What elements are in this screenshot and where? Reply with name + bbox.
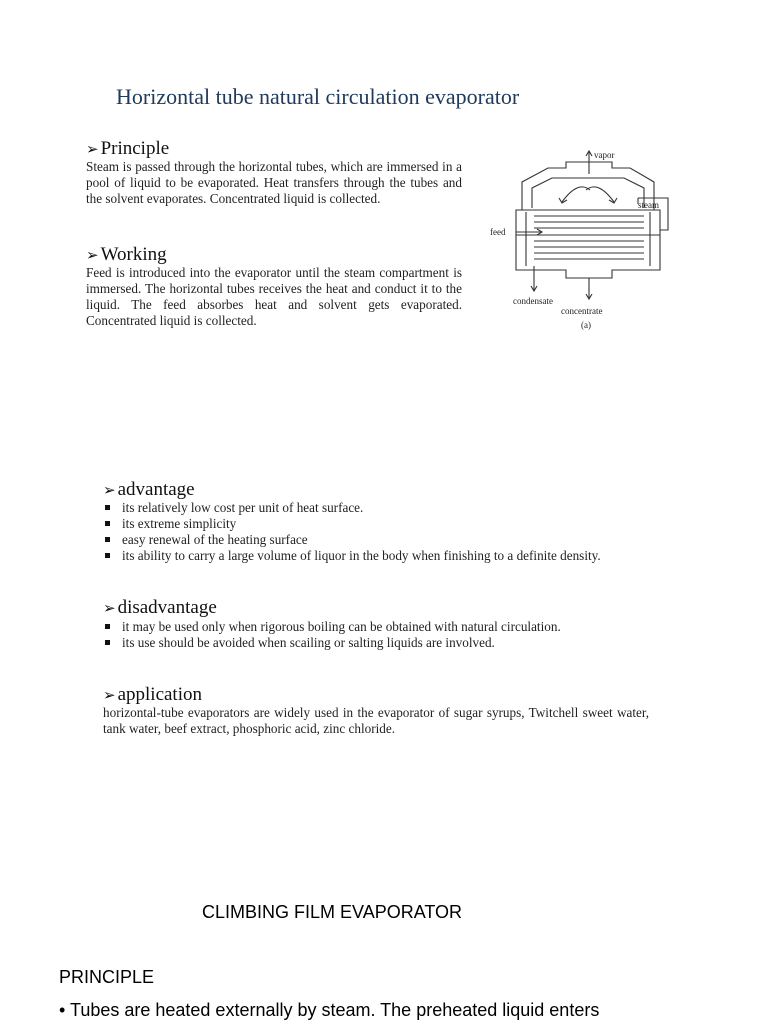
working-text: Feed is introduced into the evaporator until the steam compartment is immersed. The horizontal tubes receives the heat and conduct it to the liquid. The feed absorbes heat and solvent gets evaporated. Concentrated liquid is collected. [86,265,462,328]
page-title: Horizontal tube natural circulation evaporator [116,84,520,109]
deflector-right [586,187,614,202]
deflector-left [562,187,590,202]
list-item: easy renewal of the heating surface [103,532,649,548]
arrowhead-icon: ➢ [86,140,99,158]
application-text: horizontal-tube evaporators are widely used in the evaporator of sugar syrups, Twitchell sweet water, tank water, beef extract, phosphoric acid, zinc chloride. [103,705,649,736]
arrowhead-icon: ➢ [103,481,116,499]
climbing-principle-text: Tubes are heated externally by steam. The preheated liquid enters [70,1000,600,1020]
principle-heading [86,138,169,160]
diagram-caption: (a) [581,320,591,330]
concentrate-label: concentrate [561,306,603,316]
body-top [522,162,654,210]
steam-label: steam [638,200,659,210]
evaporator-diagram [486,140,686,340]
bullet-icon: • [59,1000,66,1020]
climbing-film-title: CLIMBING FILM EVAPORATOR [202,902,463,922]
list-item: its relatively low cost per unit of heat surface. [103,500,649,516]
advantage-heading [103,479,195,501]
condensate-label: condensate [513,296,553,306]
list-item: it may be used only when rigorous boiling can be obtained with natural circulation. [103,619,649,635]
list-item: its ability to carry a large volume of liquor in the body when finishing to a definite density. [103,548,649,564]
list-item: its use should be avoided when scailing or salting liquids are involved. [103,635,649,651]
principle-heading-text: Principle [100,138,170,159]
application-heading-text: application [117,684,202,705]
list-item: its extreme simplicity [103,516,649,532]
application-heading [103,684,202,706]
disadvantage-heading [103,597,217,619]
disadvantage-heading-text: disadvantage [117,597,217,618]
feed-label: feed [490,227,506,237]
disadvantage-list [103,619,649,651]
advantage-heading-text: advantage [117,479,195,500]
climbing-principle-bullet [59,1000,599,1021]
arrowhead-icon: ➢ [103,599,116,617]
working-heading-text: Working [100,244,167,265]
advantage-list [103,500,649,564]
climbing-principle-heading: PRINCIPLE [59,967,155,987]
inner-baffle [532,178,644,208]
principle-text: Steam is passed through the horizontal tubes, which are immersed in a pool of liquid to be evaporated. Heat transfers through the tubes and the solvent evaporates. Concentrated liquid is collected. [86,159,462,206]
vapor-label: vapor [594,150,615,160]
arrowhead-icon: ➢ [103,686,116,704]
arrowhead-icon: ➢ [86,246,99,264]
working-heading [86,244,167,266]
